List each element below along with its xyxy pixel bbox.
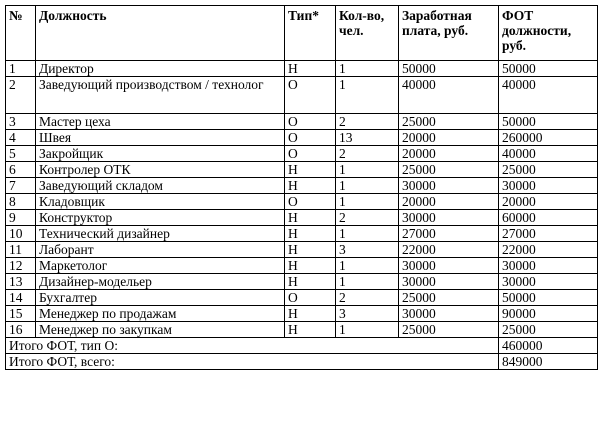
cell-num: 12 [6, 258, 36, 274]
cell-num: 8 [6, 194, 36, 210]
table-row [6, 290, 598, 306]
cell-position: Технический дизайнер [36, 226, 285, 242]
cell-position: Заведующий складом [36, 178, 285, 194]
header-fund: ФОТ должности, руб. [499, 6, 598, 61]
cell-salary: 30000 [399, 178, 499, 194]
cell-count: 1 [336, 194, 399, 210]
cell-type: О [285, 290, 336, 306]
cell-type: О [285, 130, 336, 146]
cell-num: 6 [6, 162, 36, 178]
cell-fund: 50000 [499, 61, 598, 77]
cell-position: Менеджер по продажам [36, 306, 285, 322]
cell-position: Бухгалтер [36, 290, 285, 306]
cell-type: Н [285, 274, 336, 290]
table-row [6, 146, 598, 162]
cell-num: 14 [6, 290, 36, 306]
cell-num: 1 [6, 61, 36, 77]
cell-num: 16 [6, 322, 36, 338]
cell-position: Кладовщик [36, 194, 285, 210]
table-row [6, 114, 598, 130]
cell-count: 2 [336, 290, 399, 306]
cell-num: 13 [6, 274, 36, 290]
cell-salary: 50000 [399, 61, 499, 77]
cell-position: Закройщик [36, 146, 285, 162]
cell-type: О [285, 146, 336, 162]
table-row [6, 274, 598, 290]
cell-fund: 20000 [499, 194, 598, 210]
cell-salary: 25000 [399, 162, 499, 178]
total-type-o-value: 460000 [499, 338, 598, 354]
cell-salary: 20000 [399, 130, 499, 146]
cell-num: 15 [6, 306, 36, 322]
table-row [6, 242, 598, 258]
cell-salary: 25000 [399, 322, 499, 338]
cell-fund: 50000 [499, 290, 598, 306]
cell-fund: 90000 [499, 306, 598, 322]
cell-salary: 30000 [399, 258, 499, 274]
cell-count: 1 [336, 61, 399, 77]
cell-fund: 30000 [499, 178, 598, 194]
cell-count: 1 [336, 77, 399, 114]
cell-count: 3 [336, 306, 399, 322]
cell-count: 1 [336, 226, 399, 242]
table-row [6, 61, 598, 77]
cell-count: 2 [336, 146, 399, 162]
cell-num: 3 [6, 114, 36, 130]
header-row [6, 6, 598, 61]
cell-position: Маркетолог [36, 258, 285, 274]
cell-position: Дизайнер-модельер [36, 274, 285, 290]
cell-num: 5 [6, 146, 36, 162]
cell-num: 10 [6, 226, 36, 242]
cell-type: О [285, 77, 336, 114]
cell-type: Н [285, 306, 336, 322]
table-row [6, 194, 598, 210]
cell-fund: 60000 [499, 210, 598, 226]
cell-fund: 50000 [499, 114, 598, 130]
cell-position: Менеджер по закупкам [36, 322, 285, 338]
cell-fund: 30000 [499, 274, 598, 290]
cell-salary: 30000 [399, 274, 499, 290]
total-all-label: Итого ФОТ, всего: [6, 354, 499, 370]
table-row [6, 77, 598, 114]
cell-position: Заведующий производством / технолог [36, 77, 285, 114]
cell-count: 13 [336, 130, 399, 146]
cell-salary: 25000 [399, 114, 499, 130]
cell-salary: 30000 [399, 306, 499, 322]
cell-count: 1 [336, 322, 399, 338]
cell-position: Лаборант [36, 242, 285, 258]
table-row [6, 226, 598, 242]
cell-fund: 40000 [499, 146, 598, 162]
total-row-all [6, 354, 598, 370]
table-row [6, 210, 598, 226]
cell-fund: 25000 [499, 162, 598, 178]
cell-type: О [285, 114, 336, 130]
table-row [6, 306, 598, 322]
cell-salary: 22000 [399, 242, 499, 258]
cell-num: 7 [6, 178, 36, 194]
cell-salary: 27000 [399, 226, 499, 242]
table-row [6, 178, 598, 194]
cell-fund: 25000 [499, 322, 598, 338]
total-all-value: 849000 [499, 354, 598, 370]
cell-count: 2 [336, 210, 399, 226]
cell-type: Н [285, 242, 336, 258]
cell-type: Н [285, 210, 336, 226]
cell-position: Конструктор [36, 210, 285, 226]
cell-fund: 22000 [499, 242, 598, 258]
cell-position: Контролер ОТК [36, 162, 285, 178]
cell-salary: 20000 [399, 194, 499, 210]
cell-type: О [285, 194, 336, 210]
cell-fund: 40000 [499, 77, 598, 114]
total-type-o-label: Итого ФОТ, тип О: [6, 338, 499, 354]
cell-salary: 20000 [399, 146, 499, 162]
cell-num: 9 [6, 210, 36, 226]
staff-salary-table [5, 5, 598, 370]
cell-count: 2 [336, 114, 399, 130]
cell-type: Н [285, 178, 336, 194]
cell-salary: 25000 [399, 290, 499, 306]
cell-salary: 40000 [399, 77, 499, 114]
total-row-type-o [6, 338, 598, 354]
cell-num: 4 [6, 130, 36, 146]
cell-count: 1 [336, 258, 399, 274]
cell-fund: 30000 [499, 258, 598, 274]
cell-count: 3 [336, 242, 399, 258]
cell-fund: 260000 [499, 130, 598, 146]
header-type: Тип* [285, 6, 336, 61]
cell-count: 1 [336, 274, 399, 290]
cell-position: Мастер цеха [36, 114, 285, 130]
cell-type: Н [285, 61, 336, 77]
cell-type: Н [285, 258, 336, 274]
cell-position: Директор [36, 61, 285, 77]
table-row [6, 162, 598, 178]
cell-type: Н [285, 322, 336, 338]
cell-count: 1 [336, 178, 399, 194]
header-num: № [6, 6, 36, 61]
header-salary: Заработная плата, руб. [399, 6, 499, 61]
cell-type: Н [285, 226, 336, 242]
cell-salary: 30000 [399, 210, 499, 226]
cell-count: 1 [336, 162, 399, 178]
header-position: Должность [36, 6, 285, 61]
cell-type: Н [285, 162, 336, 178]
cell-num: 2 [6, 77, 36, 114]
header-count: Кол-во, чел. [336, 6, 399, 61]
table-row [6, 130, 598, 146]
cell-position: Швея [36, 130, 285, 146]
cell-fund: 27000 [499, 226, 598, 242]
cell-num: 11 [6, 242, 36, 258]
table-row [6, 322, 598, 338]
table-row [6, 258, 598, 274]
